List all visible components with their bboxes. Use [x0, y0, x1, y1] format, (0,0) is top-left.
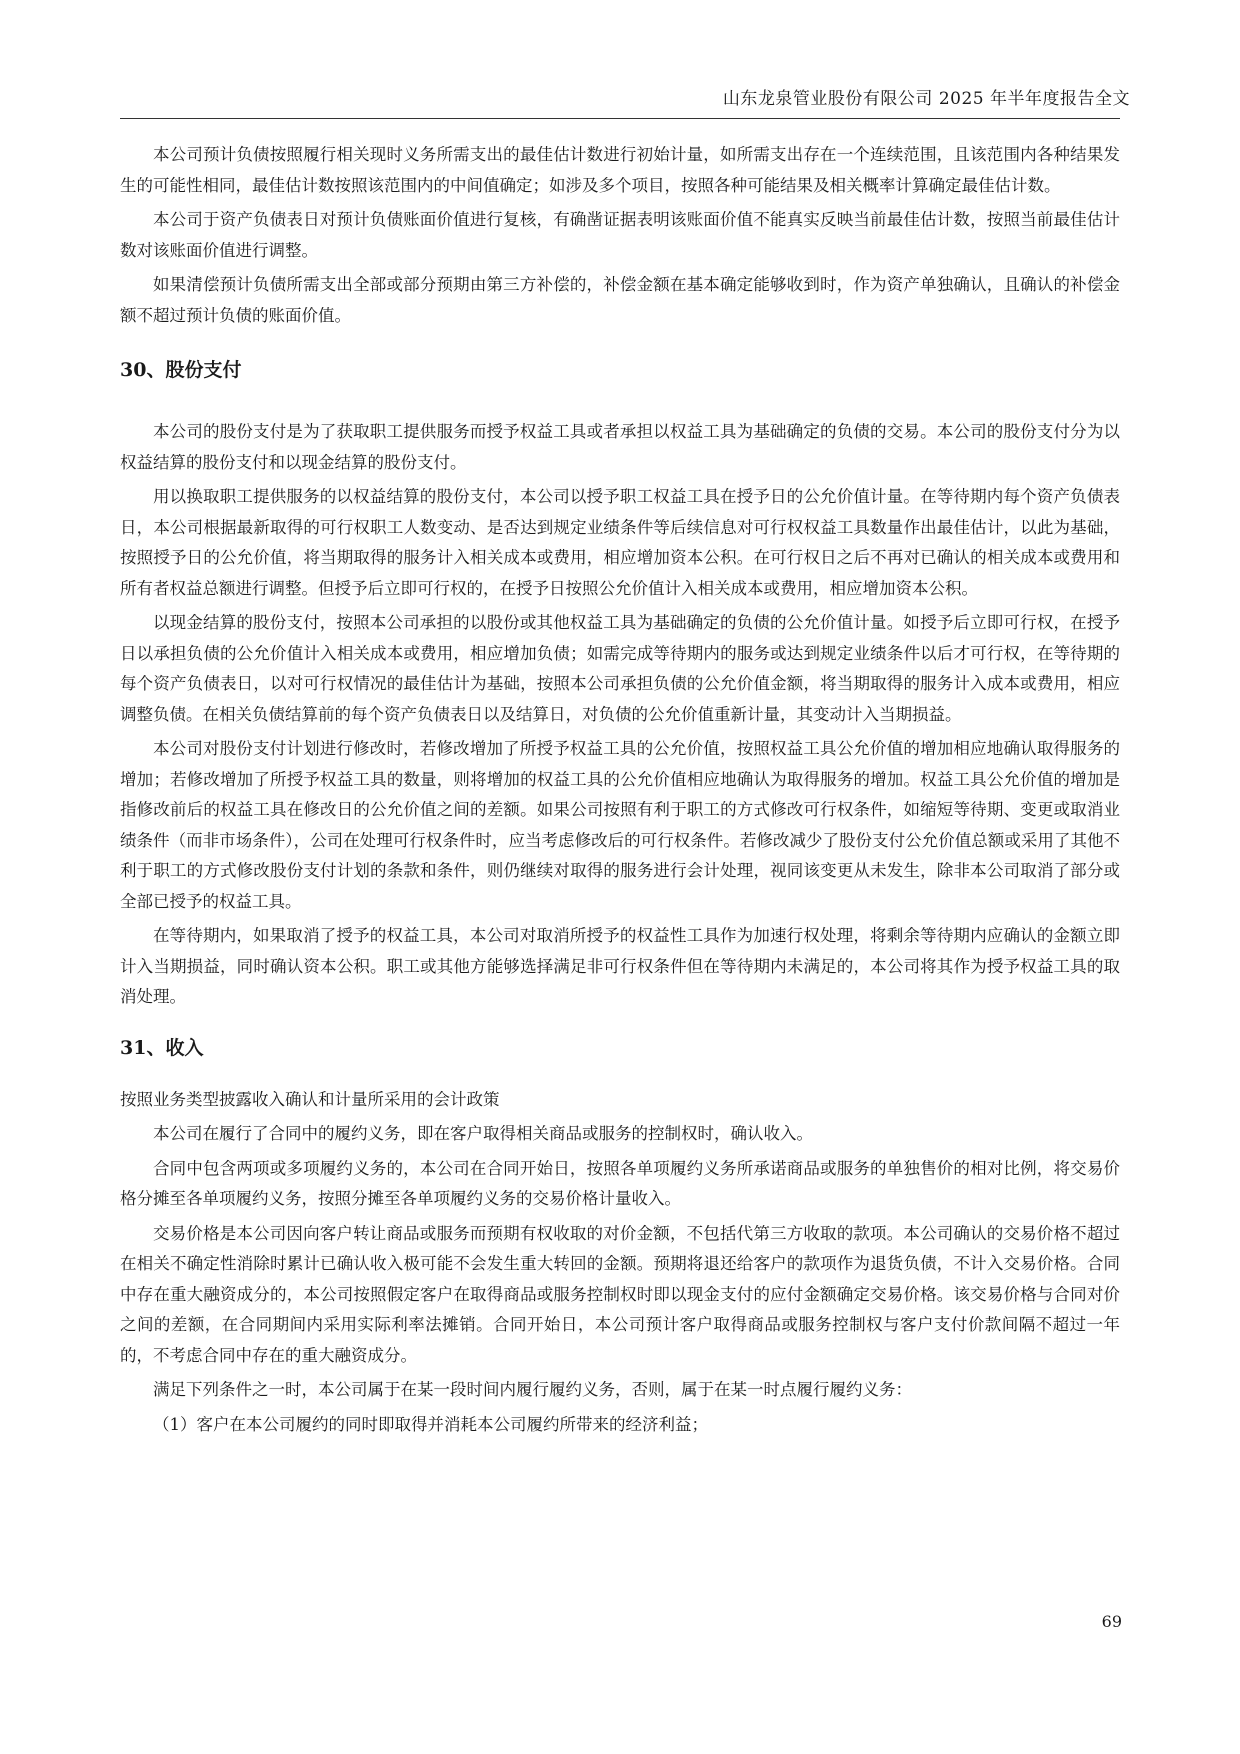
paragraph: 本公司预计负债按照履行相关现时义务所需支出的最佳估计数进行初始计量，如所需支出存在一个连续范围，且该范围内各种结果发生的可能性相同，最佳估计数按照该范围内的中间值确定；如涉及多个项目，按照各种可能结果及相关概率计算确定最佳估计数。	[120, 145, 1120, 195]
list-item: （1）客户在本公司履约的同时即取得并消耗本公司履约所带来的经济利益；	[153, 1414, 708, 1434]
paragraph: 满足下列条件之一时，本公司属于在某一段时间内履行履约义务，否则，属于在某一时点履行履约义务：	[153, 1380, 912, 1399]
paragraph: 以现金结算的股份支付，按照本公司承担的以股份或其他权益工具为基础确定的负债的公允价值计量。如授予后立即可行权，在授予日以承担负债的公允价值计入相关成本或费用，相应增加负债；如需完成等待期内的服务或达到规定业绩条件以后才可行权，在等待期的每个资产负债表日，以对可行权情况的最佳估计为基础，按照本公司承担负债的公允价值金额，将当期取得的服务计入成本或费用，相应调整负债。在相关负债结算前的每个资产负债表日以及结算日，对负债的公允价值重新计量，其变动计入当期损益。	[120, 613, 1120, 724]
page-number: 69	[1101, 1612, 1122, 1631]
subheading: 按照业务类型披露收入确认和计量所采用的会计政策	[120, 1089, 500, 1109]
paragraph: 本公司的股份支付是为了获取职工提供服务而授予权益工具或者承担以权益工具为基础确定的负债的交易。本公司的股份支付分为以权益结算的股份支付和以现金结算的股份支付。	[120, 422, 1120, 472]
paragraph: 用以换取职工提供服务的以权益结算的股份支付，本公司以授予职工权益工具在授予日的公允价值计量。在等待期内每个资产负债表日，本公司根据最新取得的可行权职工人数变动、是否达到规定业绩条件等后续信息对可行权权益工具数量作出最佳估计，以此为基础，按照授予日的公允价值，将当期取得的服务计入相关成本或费用，相应增加资本公积。在可行权日之后不再对已确认的相关成本或费用和所有者权益总额进行调整。但授予后立即可行权的，在授予日按照公允价值计入相关成本或费用，相应增加资本公积。	[120, 487, 1120, 598]
paragraph: 如果清偿预计负债所需支出全部或部分预期由第三方补偿的，补偿金额在基本确定能够收到时，作为资产单独确认，且确认的补偿金额不超过预计负债的账面价值。	[120, 275, 1120, 325]
section-heading-30: 30、股份支付	[120, 359, 242, 381]
paragraph: 在等待期内，如果取消了授予的权益工具，本公司对取消所授予的权益性工具作为加速行权处理，将剩余等待期内应确认的金额立即计入当期损益，同时确认资本公积。职工或其他方能够选择满足非可行权条件但在等待期内未满足的，本公司将其作为授予权益工具的取消处理。	[120, 926, 1120, 1006]
section-heading-31: 31、收入	[120, 1036, 204, 1059]
paragraph: 合同中包含两项或多项履约义务的，本公司在合同开始日，按照各单项履约义务所承诺商品或服务的单独售价的相对比例，将交易价格分摊至各单项履约义务，按照分摊至各单项履约义务的交易价格计量收入。	[120, 1158, 1120, 1208]
report-header-title: 山东龙泉管业股份有限公司 2025 年半年度报告全文	[722, 89, 1130, 109]
paragraph: 本公司对股份支付计划进行修改时，若修改增加了所授予权益工具的公允价值，按照权益工具公允价值的增加相应地确认取得服务的增加；若修改增加了所授予权益工具的数量，则将增加的权益工具的公允价值相应地确认为取得服务的增加。权益工具公允价值的增加是指修改前后的权益工具在修改日的公允价值之间的差额。如果公司按照有利于职工的方式修改可行权条件，如缩短等待期、变更或取消业绩条件（而非市场条件），公司在处理可行权条件时，应当考虑修改后的可行权条件。若修改减少了股份支付公允价值总额或采用了其他不利于职工的方式修改股份支付计划的条款和条件，则仍继续对取得的服务进行会计处理，视同该变更从未发生，除非本公司取消了部分或全部已授予的权益工具。	[120, 739, 1120, 911]
page-content	[120, 140, 1120, 1444]
paragraph: 本公司于资产负债表日对预计负债账面价值进行复核，有确凿证据表明该账面价值不能真实反映当前最佳估计数，按照当前最佳估计数对该账面价值进行调整。	[120, 210, 1120, 260]
paragraph: 交易价格是本公司因向客户转让商品或服务而预期有权收取的对价金额，不包括代第三方收取的款项。本公司确认的交易价格不超过在相关不确定性消除时累计已确认收入极可能不会发生重大转回的金额。预期将退还给客户的款项作为退货负债，不计入交易价格。合同中存在重大融资成分的，本公司按照假定客户在取得商品或服务控制权时即以现金支付的应付金额确定交易价格。该交易价格与合同对价之间的差额，在合同期间内采用实际利率法摊销。合同开始日，本公司预计客户取得商品或服务控制权与客户支付价款间隔不超过一年的，不考虑合同中存在的重大融资成分。	[120, 1223, 1120, 1365]
header-divider	[120, 118, 1120, 119]
paragraph: 本公司在履行了合同中的履约义务，即在客户取得相关商品或服务的控制权时，确认收入。	[153, 1124, 813, 1143]
